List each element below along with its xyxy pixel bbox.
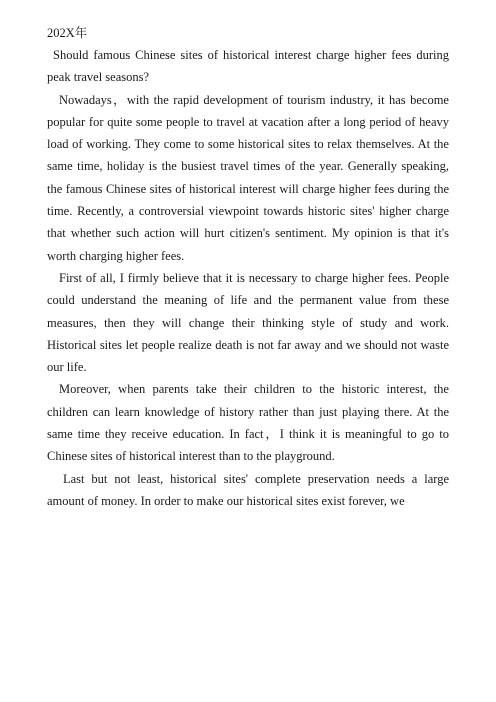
paragraph-third-point: Last but not least, historical sites' complete preservation needs a large amount of money. In order to make our historical sites exist forever, we bbox=[47, 471, 449, 508]
essay-title: Should famous Chinese sites of historical interest charge higher fees during peak travel seasons? bbox=[47, 48, 449, 85]
year-heading: 202X年 bbox=[47, 26, 88, 40]
paragraph-first-point: First of all, I firmly believe that it is necessary to charge higher fees. People could understand the meaning of life and the permanent value from these measures, then they will change their thinking style of study and work. Historical sites let people realize death is not far away and we should not waste our life. bbox=[47, 270, 449, 375]
paragraph-second-point: Moreover, when parents take their children to the historic interest, the children can learn knowledge of history rather than just playing there. At the same time they receive education. In fact，I think it is meaningful to go to Chinese sites of historical interest than to the playground. bbox=[47, 382, 449, 464]
document-page bbox=[47, 22, 449, 512]
paragraph-introduction: Nowadays，with the rapid development of tourism industry, it has become popular for quite some people to travel at vacation after a long period of heavy load of working. They come to some historical sites to relax themselves. At the same time, holiday is the busiest travel times of the year. Generally speaking, the famous Chinese sites of historical interest will charge higher fees during the time. Recently, a controversial viewpoint towards historic sites' higher charge that whether such action will hurt citizen's sentiment. My opinion is that it's worth charging higher fees. bbox=[47, 92, 449, 263]
